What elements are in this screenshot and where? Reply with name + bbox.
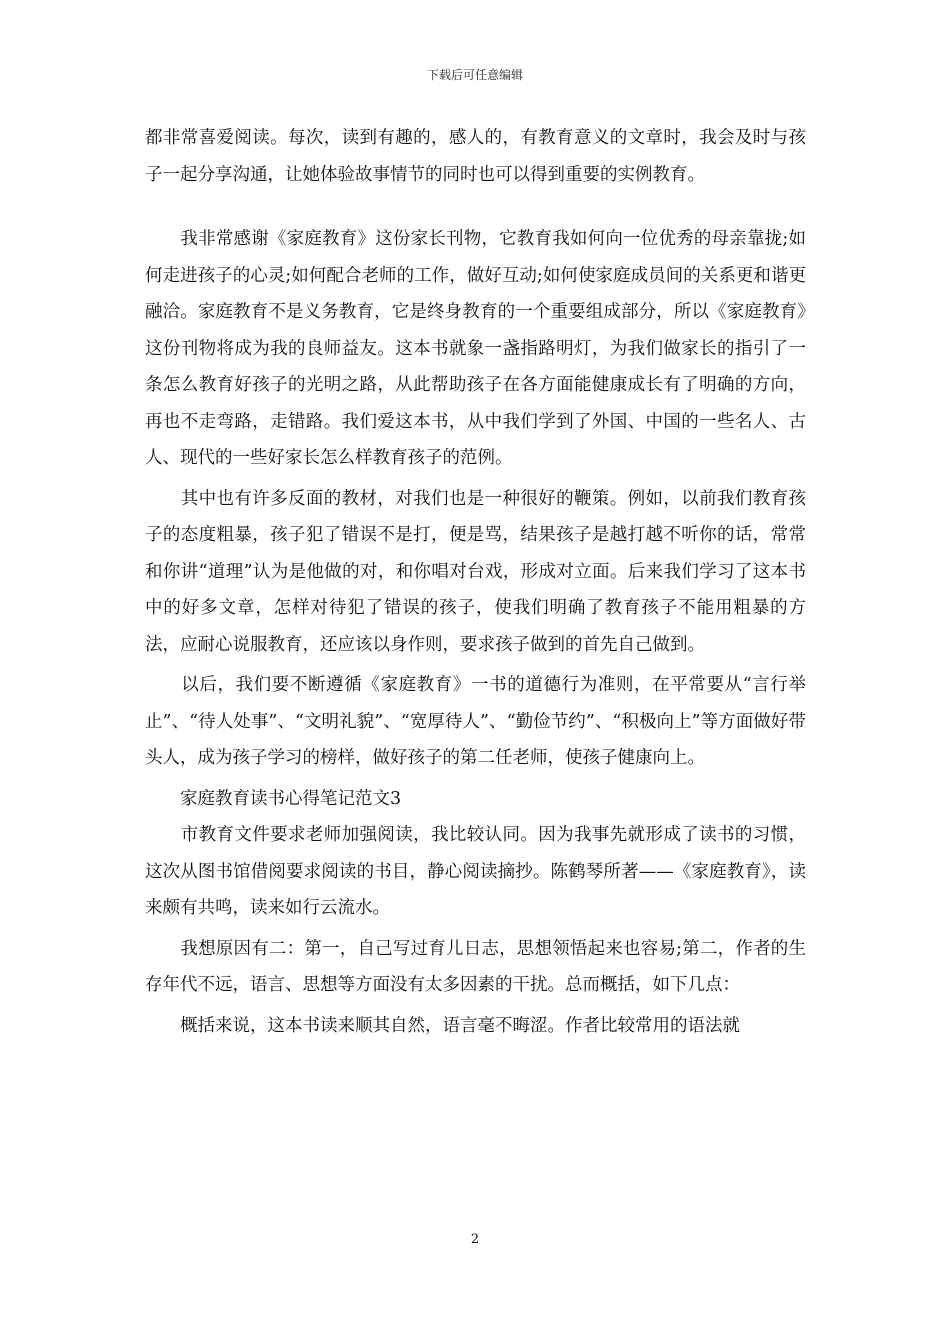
- section-heading: 家庭教育读书心得笔记范文3: [145, 788, 402, 809]
- paragraph: 其中也有许多反面的教材，对我们也是一种很好的鞭策。例如，以前我们教育孩子的态度粗暴，孩子犯了错误不是打，便是骂，结果孩子是越打越不听你的话，常常和你讲“道理”认为是他做的对，和你唱对台戏，形成对立面。后来我们学习了这本书中的好多文章，怎样对待犯了错误的孩子，使我们明确了教育孩子不能用粗暴的方法，应耐心说服教育，还应该以身作则，要求孩子做到的首先自己做到。: [145, 488, 806, 655]
- paragraph: 概括来说，这本书读来顺其自然，语言毫不晦涩。作者比较常用的语法就: [145, 1015, 740, 1036]
- paragraph: 都非常喜爱阅读。每次，读到有趣的，感人的，有教育意义的文章时，我会及时与孩子一起分享沟通，让她体验故事情节的同时也可以得到重要的实例教育。: [145, 128, 806, 185]
- page-number: 2: [470, 1232, 480, 1247]
- paragraph: 以后，我们要不断遵循《家庭教育》一书的道德行为准则，在平常要从“言行举止”、“待人处事”、“文明礼貌”、“宽厚待人”、“勤俭节约”、“积极向上”等方面做好带头人，成为孩子学习的榜样，做好孩子的第二任老师，使孩子健康向上。: [145, 675, 806, 768]
- paragraph: 我想原因有二：第一，自己写过育儿日志，思想领悟起来也容易;第二，作者的生存年代不远，语言、思想等方面没有太多因素的干扰。总而概括，如下几点：: [145, 938, 806, 995]
- paragraph: 市教育文件要求老师加强阅读，我比较认同。因为我事先就形成了读书的习惯，这次从图书馆借阅要求阅读的书目，静心阅读摘抄。陈鹤琴所著——《家庭教育》，读来颇有共鸣，读来如行云流水。: [145, 825, 806, 918]
- document-body: [145, 120, 806, 1044]
- paragraph: 我非常感谢《家庭教育》这份家长刊物，它教育我如何向一位优秀的母亲靠拢;如何走进孩子的心灵;如何配合老师的工作，做好互动;如何使家庭成员间的关系更和谐更融洽。家庭教育不是义务教育，它是终身教育的一个重要组成部分，所以《家庭教育》这份刊物将成为我的良师益友。这本书就象一盏指路明灯，为我们做家长的指引了一条怎么教育好孩子的光明之路，从此帮助孩子在各方面能健康成长有了明确的方向，再也不走弯路，走错路。我们爱这本书，从中我们学到了外国、中国的一些名人、古人、现代的一些好家长怎么样教育孩子的范例。: [145, 229, 806, 468]
- page-header: 下载后可任意编辑: [426, 68, 523, 82]
